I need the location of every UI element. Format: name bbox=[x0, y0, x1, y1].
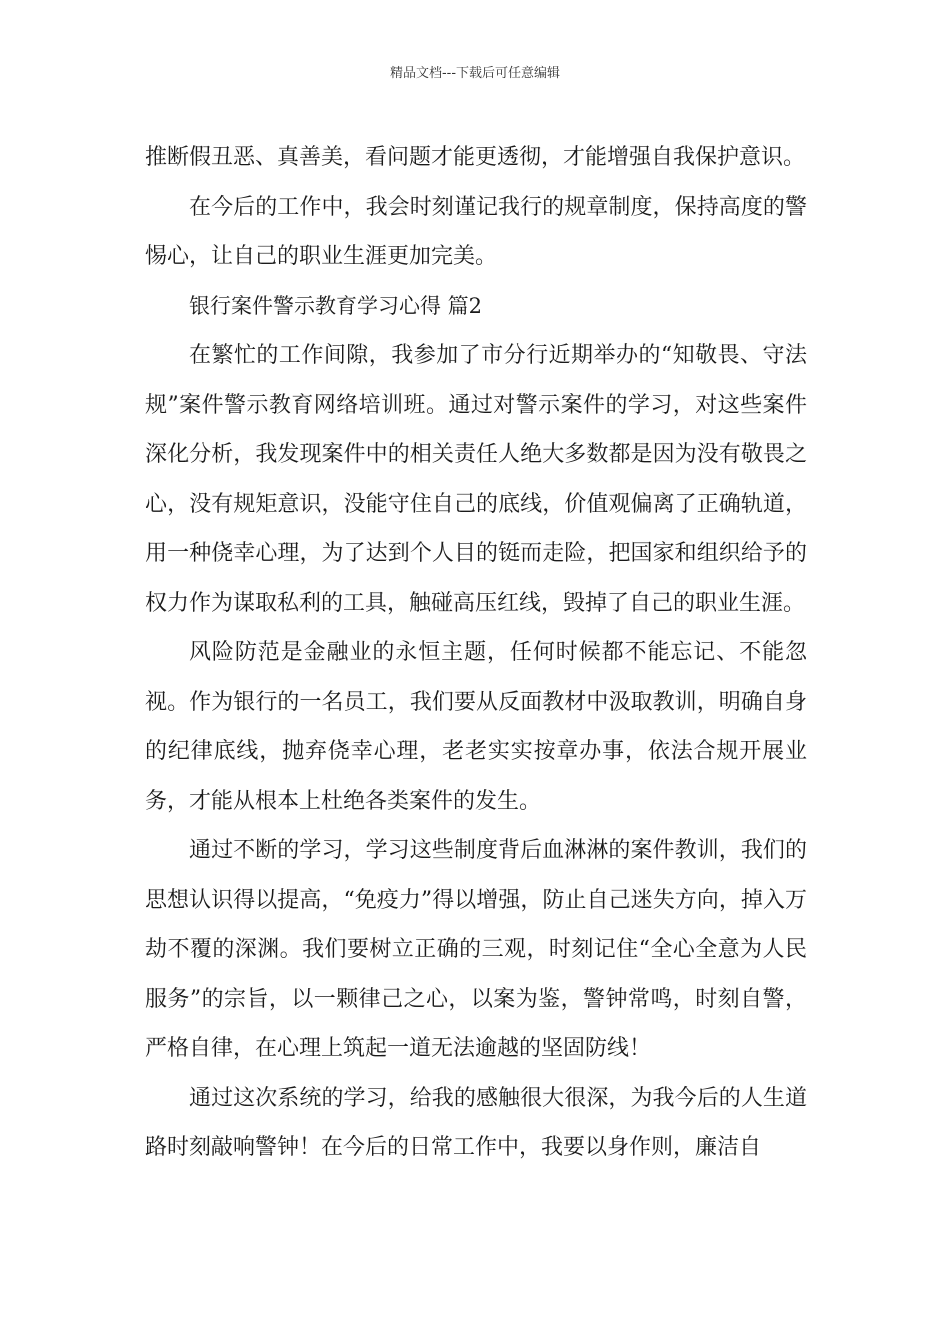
continued-paragraph: 推断假丑恶、真善美，看问题才能更透彻，才能增强自我保护意识。 bbox=[145, 145, 806, 170]
paragraph-2: 在繁忙的工作间隙，我参加了市分行近期举办的“知敬畏、守法规”案件警示教育网络培训班。通过对警示案件的学习，对这些案件深化分析，我发现案件中的相关责任人绝大多数都是因为没有敬畏之心，没有规矩意识，没能守住自己的底线，价值观偏离了正确轨道，用一种侥幸心理，为了达到个人目的铤而走险，把国家和组织给予的权力作为谋取私利的工具，触碰高压红线，毁掉了自己的职业生涯。 bbox=[145, 343, 807, 616]
paragraph-1: 在今后的工作中，我会时刻谨记我行的规章制度，保持高度的警惕心，让自己的职业生涯更加完美。 bbox=[145, 194, 807, 269]
paragraph-3: 风险防范是金融业的永恒主题，任何时候都不能忘记、不能忽视。作为银行的一名员工，我们要从反面教材中汲取教训，明确自身的纪律底线，抛弃侥幸心理，老老实实按章办事，依法合规开展业务，才能从根本上杜绝各类案件的发生。 bbox=[145, 640, 807, 814]
paragraph-4: 通过不断的学习，学习这些制度背后血淋淋的案件教训，我们的思想认识得以提高，“免疫力”得以增强，防止自己迷失方向，掉入万劫不覆的深渊。我们要树立正确的三观，时刻记住“全心全意为人民服务”的宗旨，以一颗律己之心，以案为鉴，警钟常鸣，时刻自警，严格自律，在心理上筑起一道无法逾越的坚固防线！ bbox=[145, 838, 807, 1061]
page-header: 精品文档---下载后可任意编辑 bbox=[389, 66, 561, 81]
section-title: 银行案件警示教育学习心得 篇2 bbox=[189, 293, 483, 318]
paragraph-5: 通过这次系统的学习，给我的感触很大很深，为我今后的人生道路时刻敲响警钟！在今后的日常工作中，我要以身作则，廉洁自 bbox=[145, 1085, 807, 1160]
document-body bbox=[145, 133, 807, 1173]
